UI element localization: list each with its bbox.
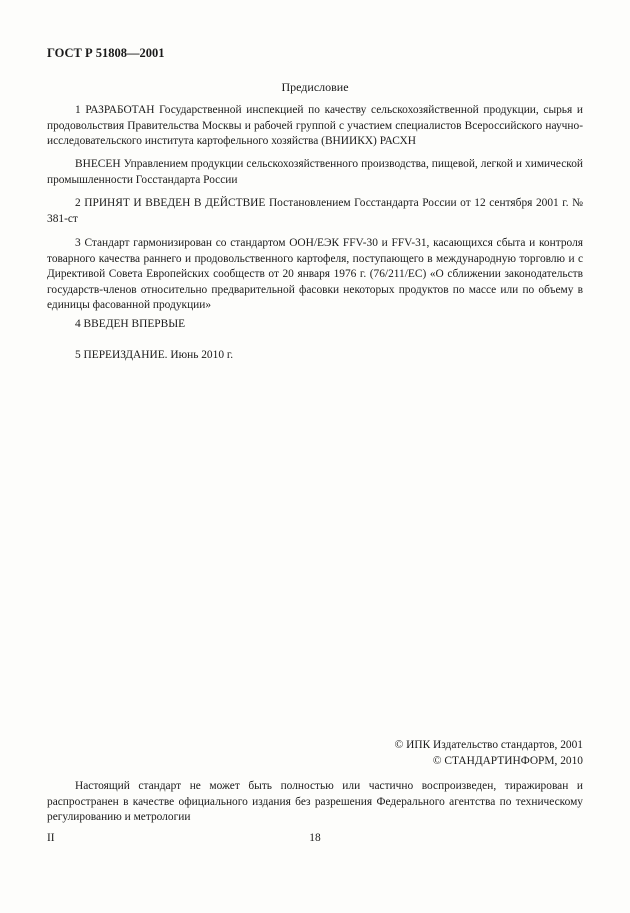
copyright-line-publisher: © ИПК Издательство стандартов, 2001 [394, 739, 583, 751]
copyright-line-standartinform: © СТАНДАРТИНФОРМ, 2010 [432, 754, 583, 767]
paragraph-text: ВНЕСЕН Управлением продукции сельскохозяйственного производства, пищевой, легкой и химической промышленности Госстандарта России [47, 158, 583, 186]
preface-paragraph-harmonized [47, 236, 583, 314]
reproduction-notice: Настоящий стандарт не может быть полностью или частично воспроизведен, тиражирован и распространен в качестве официального издания без разрешения Федерального агентства по техническому регулированию и метрологии [47, 780, 583, 823]
preface-paragraph-reissue [47, 348, 583, 364]
page-number: 18 [309, 832, 321, 844]
paragraph-text: 4 ВВЕДЕН ВПЕРВЫЕ [75, 318, 186, 330]
preface-paragraph-first-introduced [47, 317, 583, 333]
document-id: ГОСТ Р 51808—2001 [47, 46, 165, 60]
preface-paragraph-adopted [47, 196, 583, 227]
roman-page-number: II [47, 832, 55, 844]
paragraph-text: 2 ПРИНЯТ И ВВЕДЕН В ДЕЙСТВИЕ Постановлением Госстандарта России от 12 сентября 2001 г. № 381-ст [47, 197, 583, 225]
copyright-block [395, 738, 583, 769]
preface-paragraph-introduced [47, 157, 583, 188]
paragraph-text: 5 ПЕРЕИЗДАНИЕ. Июнь 2010 г. [75, 349, 234, 361]
preface-paragraph-developed [47, 103, 583, 150]
paragraph-text: 1 РАЗРАБОТАН Государственной инспекцией по качеству сельскохозяйственной продукции, сырья и продовольствия Правительства Москвы и рабочей группой с участием специалистов Всероссийского научно-исследовательского института картофельного хозяйства (ВНИИКХ) РАСХН [47, 104, 583, 147]
paragraph-text: 3 Стандарт гармонизирован со стандартом ООН/ЕЭК FFV-30 и FFV-31, касающихся сбыта и контроля товарного качества раннего и продовольственного картофеля, поступающего в международную торговлю и с Директивой Совета Европейских сообществ от 20 января 1976 г. (76/211/ЕС) «О сближении законодательств государств-членов относительно предварительной фасовки некоторых продуктов по массе или по объему в единицы фасованной продукции» [47, 237, 583, 311]
preface-title: Предисловие [281, 80, 349, 94]
